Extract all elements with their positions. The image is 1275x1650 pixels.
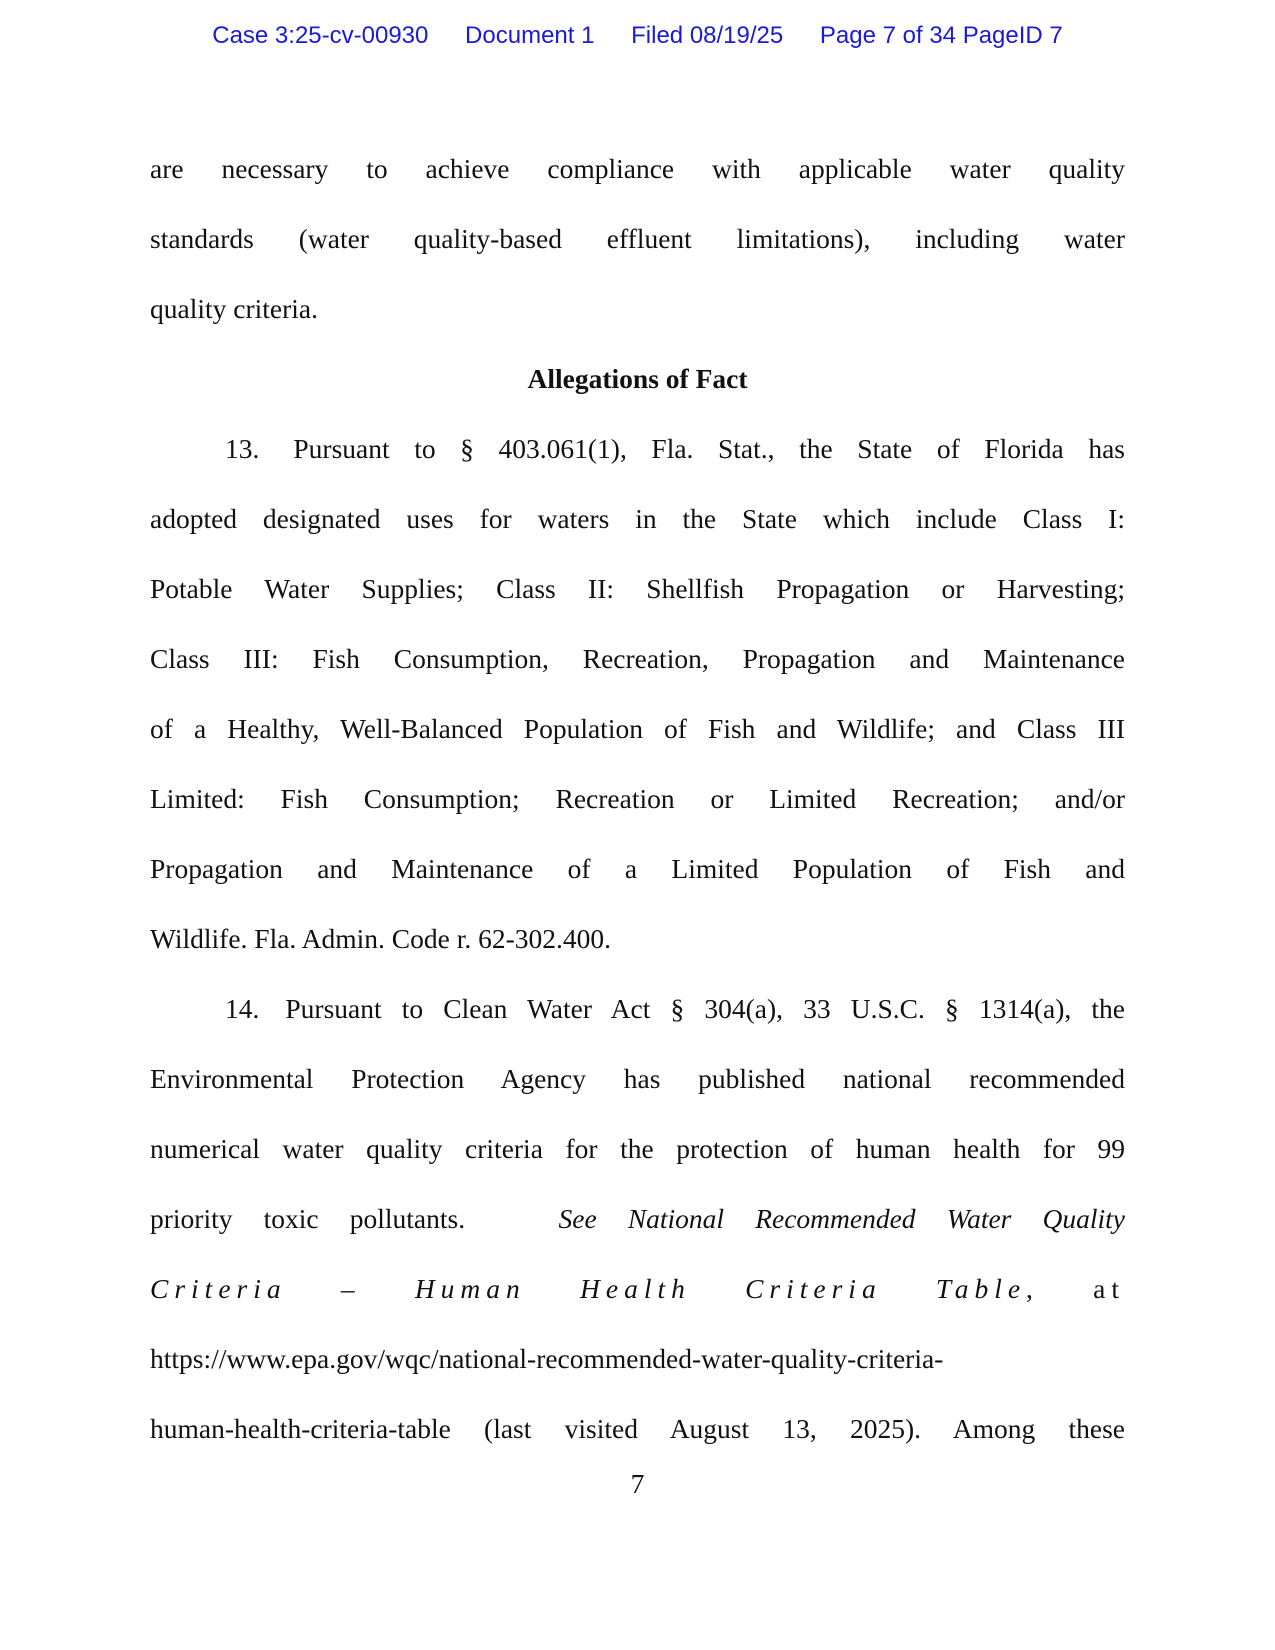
text-line: Class III: Fish Consumption, Recreation, Propagation and Maintenance bbox=[150, 643, 1125, 674]
text-line: human-health-criteria-table (last visited August 13, 2025). Among these bbox=[150, 1413, 1125, 1444]
document-number: Document 1 bbox=[465, 22, 595, 49]
document-body bbox=[150, 134, 1125, 1464]
citation-url[interactable]: https://www.epa.gov/wqc/national-recommended-water-quality-criteria- bbox=[150, 1343, 944, 1374]
text-line: quality criteria. bbox=[150, 293, 318, 324]
text-line bbox=[150, 1184, 1125, 1254]
case-number: Case 3:25-cv-00930 bbox=[212, 22, 429, 49]
text-line: of a Healthy, Well-Balanced Population of Fish and Wildlife; and Class III bbox=[150, 713, 1125, 744]
page-id: Page 7 of 34 PageID 7 bbox=[819, 22, 1063, 49]
filed-date: Filed 08/19/25 bbox=[631, 22, 784, 49]
text-line: Propagation and Maintenance of a Limited Population of Fish and bbox=[150, 853, 1125, 884]
text-line: Potable Water Supplies; Class II: Shellfish Propagation or Harvesting; bbox=[150, 573, 1125, 604]
text-line: Limited: Fish Consumption; Recreation or Limited Recreation; and/or bbox=[150, 783, 1125, 814]
case-header bbox=[0, 22, 1275, 50]
paragraph-14 bbox=[150, 974, 1125, 1464]
text-segment: priority toxic pollutants. bbox=[150, 1203, 466, 1234]
paragraph-13 bbox=[150, 414, 1125, 974]
text-line: Environmental Protection Agency has published national recommended bbox=[150, 1063, 1125, 1094]
paragraph-text: Pursuant to § 403.061(1), Fla. Stat., the State of Florida has bbox=[293, 433, 1125, 464]
page-number: 7 bbox=[630, 1468, 645, 1499]
paragraph-number: 13. bbox=[225, 433, 260, 464]
text-line: numerical water quality criteria for the protection of human health for 99 bbox=[150, 1133, 1125, 1164]
paragraph-first-line bbox=[150, 414, 1125, 484]
text-line: are necessary to achieve compliance with applicable water quality bbox=[150, 153, 1125, 184]
text-segment: , at bbox=[1026, 1273, 1125, 1304]
text-line: adopted designated uses for waters in the State which include Class I: bbox=[150, 503, 1125, 534]
paragraph-first-line bbox=[150, 974, 1125, 1044]
text-line: Wildlife. Fla. Admin. Code r. 62-302.400. bbox=[150, 923, 612, 954]
paragraph-text: Pursuant to Clean Water Act § 304(a), 33 U.S.C. § 1314(a), the bbox=[285, 993, 1125, 1024]
continuation-paragraph bbox=[150, 134, 1125, 344]
citation-italic: See National Recommended Water Quality bbox=[558, 1203, 1125, 1234]
text-line bbox=[150, 1254, 1125, 1324]
text-line: standards (water quality-based effluent limitations), including water bbox=[150, 223, 1125, 254]
citation-italic: Criteria – Human Health Criteria Table bbox=[150, 1273, 1027, 1304]
section-heading: Allegations of Fact bbox=[527, 363, 748, 394]
paragraph-number: 14. bbox=[225, 993, 260, 1024]
